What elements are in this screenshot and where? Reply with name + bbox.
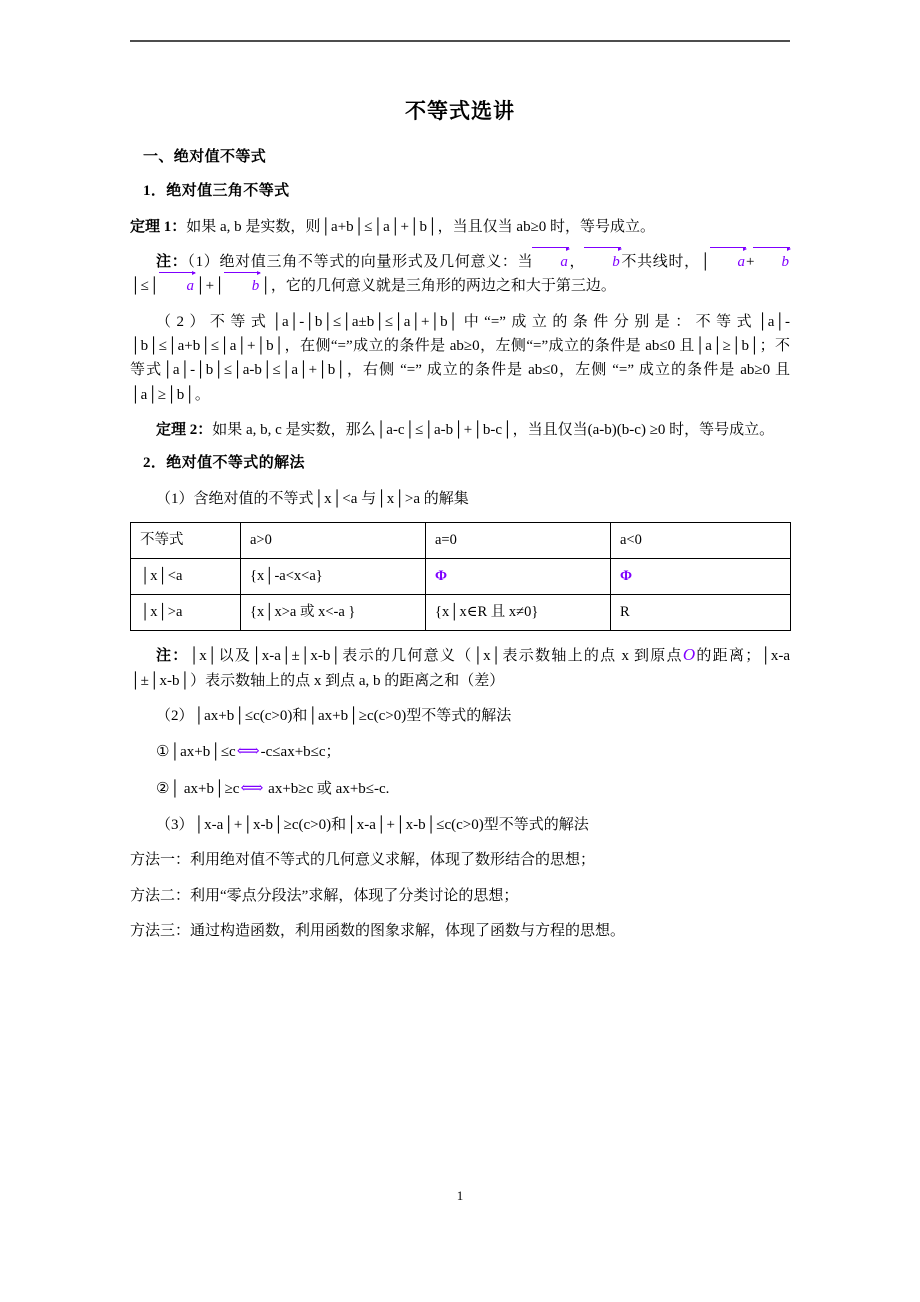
table-header-cell-1: a>0 <box>241 523 426 559</box>
section-heading-absolute-value: 一、绝对值不等式 <box>143 149 267 166</box>
method-one: 方法一：利用绝对值不等式的几何意义求解，体现了数形结合的思想； <box>130 852 596 869</box>
solving-item-1-caption: （1）含绝对值的不等式│x│<a 与│x│>a 的解集 <box>156 490 469 507</box>
vector-a-3: a <box>160 274 196 298</box>
iff-icon-1: ⟺ <box>236 743 260 761</box>
solving-item-3-caption: （3）│x-a│+│x-b│≥c(c>0)和│x-a│+│x-b│≤c(c>0)型不等式的解法 <box>156 817 589 834</box>
method-two: 方法二：利用“零点分段法”求解，体现了分类讨论的思想； <box>130 887 519 904</box>
sub-item-1-rhs: -c≤ax+b≤c； <box>260 744 341 761</box>
vector-b-2: b <box>754 250 790 274</box>
table-row-label-1: │x│>a <box>131 595 241 631</box>
note-3-paragraph <box>130 641 790 693</box>
table-cell-1-2: R <box>611 595 791 631</box>
table-header-cell-0: 不等式 <box>131 523 241 559</box>
method-three: 方法三：通过构造函数，利用函数的图象求解，体现了函数与方程的思想。 <box>130 923 626 940</box>
note-1-text-c: │≤│ <box>130 278 160 295</box>
solving-sub-item-1 <box>130 739 790 765</box>
sub-item-1-lhs: ①│ax+b│≤c <box>156 744 236 761</box>
theorem-2-paragraph <box>130 418 790 442</box>
vector-a-1: a <box>533 250 569 274</box>
subsection-heading-triangle: 1．绝对值三角不等式 <box>143 183 290 200</box>
vector-b-1: b <box>585 250 621 274</box>
vector-a-2: a <box>711 250 747 274</box>
note-3-label: 注： <box>156 648 189 665</box>
note-1-comma: ， <box>568 254 586 271</box>
table-header-cell-3: a<0 <box>611 523 791 559</box>
theorem-1-label: 定理 1： <box>130 218 187 235</box>
note-3-text-b: 的距离；│x-a │±│x-b│）表示数轴上的点 x 到点 a, b 的距离之和（差） <box>130 648 791 689</box>
theorem-2-text: 如果 a, b, c 是实数，那么│a-c│≤│a-b│+│b-c│，当且仅当(a-b)(b-c) ≥0 时，等号成立。 <box>212 421 775 438</box>
table-header-cell-2: a=0 <box>426 523 611 559</box>
iff-icon-2: ⟺ <box>240 780 264 798</box>
sub-item-2-lhs: ②│ ax+b│≥c <box>156 781 240 798</box>
table-row <box>131 559 791 595</box>
table-row-label-0: │x│<a <box>131 559 241 595</box>
table-cell-0-2: Φ <box>611 559 791 595</box>
table-cell-0-0: {x│-a<x<a} <box>241 559 426 595</box>
note-1-text-e: │，它的几何意义就是三角形的两边之和大于第三边。 <box>260 278 616 295</box>
table-cell-1-1: {x│x∈R 且 x≠0} <box>426 595 611 631</box>
page-title: 不等式选讲 <box>405 99 515 123</box>
solution-set-table <box>130 522 791 631</box>
note-1-text-d: │+│ <box>195 278 225 295</box>
theorem-2-label: 定理 2： <box>156 421 213 438</box>
note-1-label: 注： <box>156 254 188 271</box>
theorem-1-text: 如果 a, b 是实数，则│a+b│≤│a│+│b│，当且仅当 ab≥0 时，等号成立。 <box>186 218 656 235</box>
header-rule <box>130 40 790 42</box>
subsection-heading-solving: 2．绝对值不等式的解法 <box>143 455 305 472</box>
theorem-1-paragraph <box>130 215 790 239</box>
note-2-paragraph: （2）不等式│a│-│b│≤│a±b│≤│a│+│b│中“=”成立的条件分别是：不等式│a│-│b│≤│a+b│≤│a│+│b│，在侧“=”成立的条件是 ab≥0，左侧“=”成立的条件是 ab≤0 且│a│≥│b│；不等式│a│-│b│≤│a-b│≤│a│+│b│，右侧 “=” 成立的条件是 ab≤0，左侧 “=” 成立的条件是 ab≥0 且│a│≥│b│。 <box>130 313 790 403</box>
note-3-text-a: │x│以及│x-a│±│x-b│表示的几何意义（│x│表示数轴上的点 x 到原点 <box>188 648 683 665</box>
table-header-row <box>131 523 791 559</box>
table-cell-0-1: Φ <box>426 559 611 595</box>
note-1-plus: + <box>746 254 755 271</box>
note-1-paragraph <box>130 250 790 299</box>
note-1-text-a: （1）绝对值三角不等式的向量形式及几何意义：当 <box>187 254 534 271</box>
solving-sub-item-2 <box>130 776 790 802</box>
page-number: 1 <box>456 1188 464 1203</box>
table-row <box>131 595 791 631</box>
vector-b-3: b <box>225 274 261 298</box>
document-content <box>130 98 790 954</box>
note-1-text-b: 不共线时，│ <box>620 254 711 271</box>
origin-symbol: O <box>682 645 696 665</box>
solving-item-2-caption: （2）│ax+b│≤c(c>0)和│ax+b│≥c(c>0)型不等式的解法 <box>156 708 512 725</box>
table-cell-1-0: {x│x>a 或 x<-a } <box>241 595 426 631</box>
sub-item-2-rhs: ax+b≥c 或 ax+b≤-c. <box>264 781 390 798</box>
